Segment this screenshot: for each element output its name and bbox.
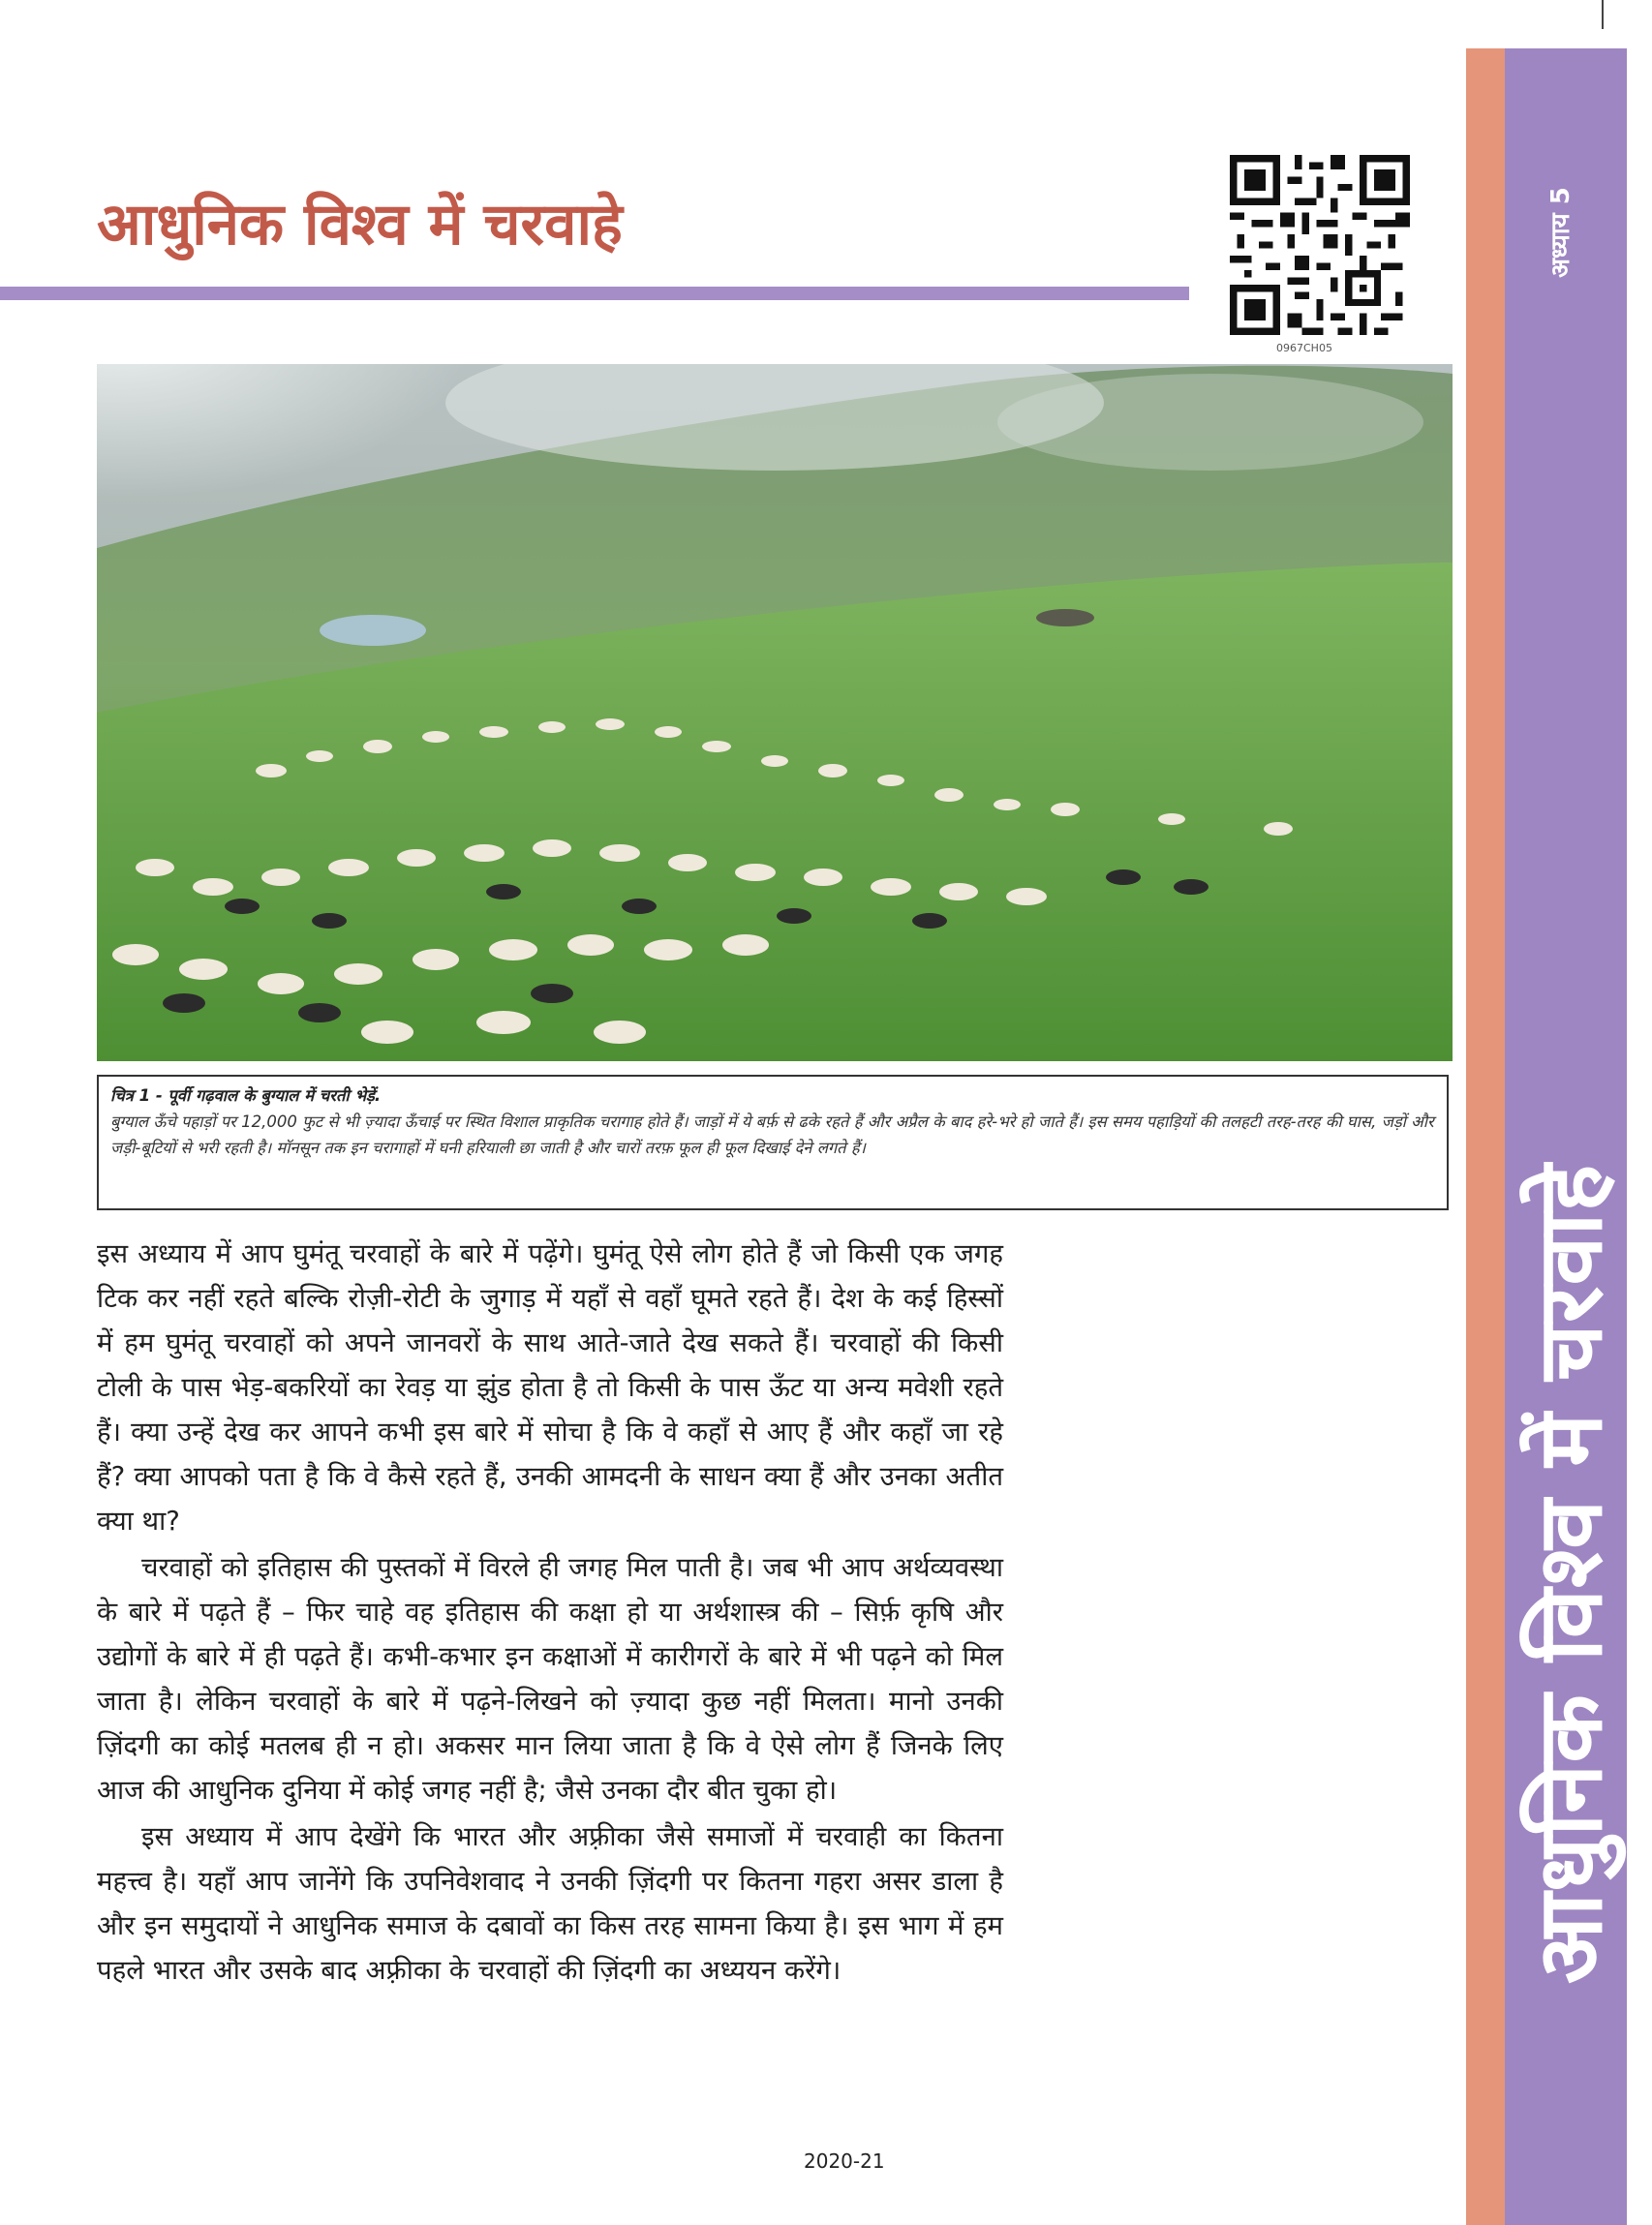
qr-code-image[interactable]	[1230, 155, 1410, 335]
caption-text: बुग्याल ऊँचे पहाड़ों पर 12,000 फुट से भी ज़्यादा ऊँचाई पर स्थित विशाल प्राकृतिक चरागाह होते हैं। जाड़ों में ये बर्फ़ से ढके रहते हैं और अप्रैल के बाद हरे-भरे हो जाते हैं। इस समय पहाड़ियों की तलहटी तरह-तरह की घास, जड़ों और जड़ी-बूटियों से भरी रहती है। मॉनसून तक इन चरागाहों में घनी हरियाली छा जाती है और चारों तरफ़ फूल ही फूल दिखाई देने लगते हैं।	[110, 1112, 1434, 1157]
top-corner-rule	[1602, 0, 1604, 29]
side-title	[1513, 1065, 1621, 2082]
page-title: आधुनिक विश्व में चरवाहे	[97, 191, 623, 259]
paragraph: चरवाहों को इतिहास की पुस्तकों में विरले ही जगह मिल पाती है। जब भी आप अर्थव्यवस्था के बारे में पढ़ते हैं – फिर चाहे वह इतिहास की कक्षा हो या अर्थशास्त्र की – सिर्फ़ कृषि और उद्योगों के बारे में ही पढ़ते हैं। कभी-कभार इन कक्षाओं में कारीगरों के बारे में भी पढ़ने को मिल जाता है। लेकिन चरवाहों के बारे में पढ़ने-लिखने को ज़्यादा कुछ नहीं मिलता। मानो उनकी ज़िंदगी का कोई मतलब ही न हो। अकसर मान लिया जाता है कि वे ऐसे लोग हैं जिनके लिए आज की आधुनिक दुनिया में कोई जगह नहीं है; जैसे उनका दौर बीत चुका हो।	[97, 1552, 1003, 1806]
side-band-salmon	[1466, 48, 1505, 2225]
caption-title: चित्र 1 - पूर्वी गढ़वाल के बुग्याल में चरती भेड़ें.	[110, 1086, 382, 1105]
page-year: 2020-21	[804, 2149, 885, 2173]
chapter-label-text: अध्याय 5	[1546, 187, 1576, 278]
chapter-label	[1511, 155, 1607, 310]
side-title-text: आधुनिक विश्व में चरवाहे	[1518, 1163, 1623, 1984]
figure-caption	[97, 1075, 1449, 1210]
body-text	[97, 1232, 1003, 1993]
sheep-meadow-photo	[97, 364, 1453, 1061]
qr-code-id: 0967CH05	[1276, 342, 1332, 354]
title-underline	[0, 287, 1189, 300]
paragraph: इस अध्याय में आप देखेंगे कि भारत और अफ़्रीका जैसे समाजों में चरवाही का कितना महत्त्व है। यहाँ आप जानेंगे कि उपनिवेशवाद ने उनकी ज़िंदगी पर कितना गहरा असर डाला है और इन समुदायों ने आधुनिक समाज के दबावों का किस तरह सामना किया है। इस भाग में हम पहले भारत और उसके बाद अफ़्रीका के चरवाहों की ज़िंदगी का अध्ययन करेंगे।	[97, 1821, 1003, 1986]
paragraph: इस अध्याय में आप घुमंतू चरवाहों के बारे में पढ़ेंगे। घुमंतू ऐसे लोग होते हैं जो किसी एक जगह टिक कर नहीं रहते बल्कि रोज़ी-रोटी के जुगाड़ में यहाँ से वहाँ घूमते रहते हैं। देश के कई हिस्सों में हम घुमंतू चरवाहों को अपने जानवरों के साथ आते-जाते देख सकते हैं। चरवाहों की किसी टोली के पास भेड़-बकरियों का रेवड़ या झुंड होता है तो किसी के पास ऊँट या अन्य मवेशी रहते हैं। क्या उन्हें देख कर आपने कभी इस बारे में सोचा है कि वे कहाँ से आए हैं और कहाँ जा रहे हैं? क्या आपको पता है कि वे कैसे रहते हैं, उनकी आमदनी के साधन क्या हैं और उनका अतीत क्या था?	[97, 1238, 1003, 1537]
